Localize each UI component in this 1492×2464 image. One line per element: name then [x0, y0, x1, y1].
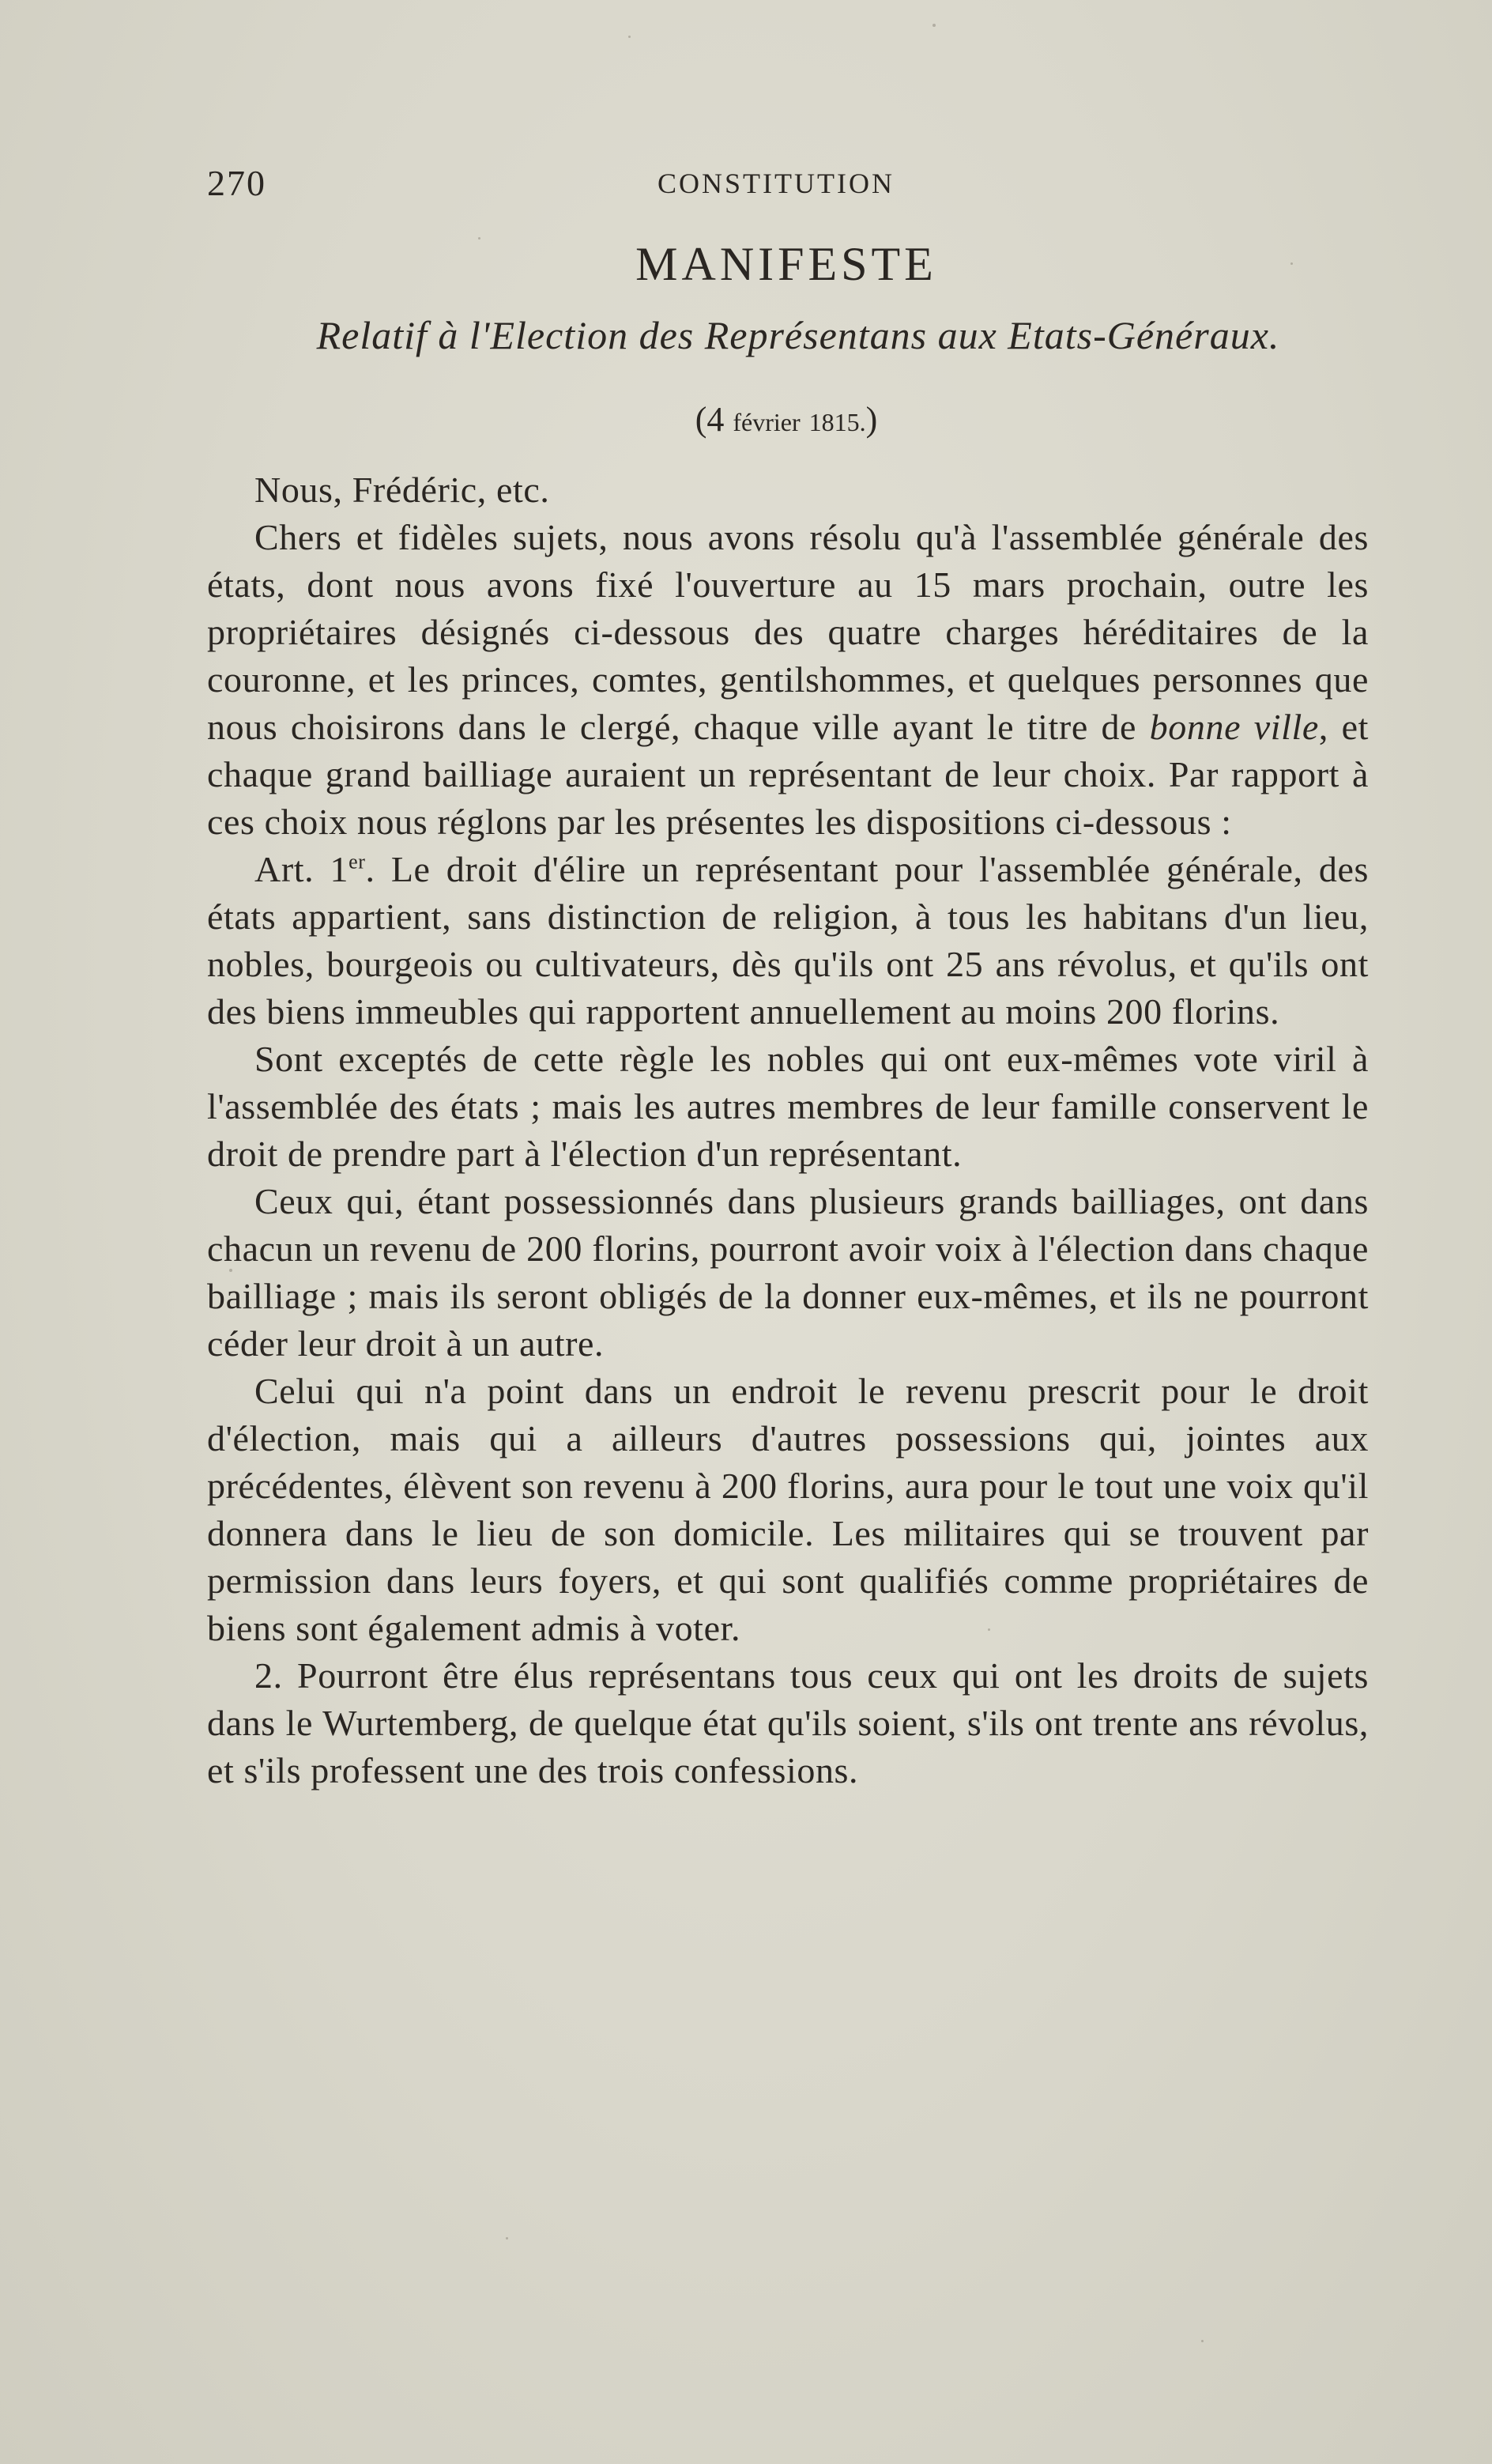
document-title: MANIFESTE — [635, 238, 937, 290]
article-1-superscript: er — [349, 850, 366, 874]
salutation — [207, 466, 1369, 514]
article-2 — [207, 1652, 1369, 1794]
paragraph-exceptions — [207, 1036, 1369, 1178]
multiple-bailliages-text: Ceux qui, étant possessionnés dans plusieurs grands bailliages, ont dans chacun un revenu de 200 florins, pourront avoir voix à l'élection dans chaque bailliage ; mais ils seront obligés de la donner eux-mêmes, et ils ne pourront céder leur droit à un autre. — [207, 1181, 1369, 1364]
running-title: CONSTITUTION — [657, 168, 895, 199]
preamble-text-start: Chers et fidèles sujets, nous avons résolu qu'à l'assemblée générale des états, dont nous avons fixé l'ouverture au 15 mars prochain, outre les propriétaires désignés ci-dessous des quatre charges héréditaires de la couronne, et les princes, comtes, gentilshommes, et quelques personnes que nous choisirons dans le clergé, chaque ville ayant le titre de — [207, 517, 1369, 747]
date-year: 1815. — [808, 408, 866, 436]
paper-speck — [628, 36, 631, 38]
combined-revenue-text: Celui qui n'a point dans un endroit le revenu prescrit pour le droit d'élection, mais qui a ailleurs d'autres possessions qui, jointes aux précédentes, élèvent son revenu à 200 florins, aura pour le tout une voix qu'il donnera dans le lieu de son domicile. Les militaires qui se trouvent par permission dans leurs foyers, et qui sont qualifiés comme propriétaires de biens sont également admis à voter. — [207, 1371, 1369, 1648]
page-number: 270 — [207, 163, 266, 203]
paragraph-multiple-bailliages — [207, 1178, 1369, 1368]
date-open: (4 — [695, 400, 725, 439]
paragraph-combined-revenue — [207, 1368, 1369, 1652]
date-close: ) — [865, 400, 878, 439]
salutation-text: Nous, Frédéric, etc. — [254, 470, 550, 510]
preamble-italic-term: bonne ville — [1149, 707, 1319, 747]
article-1-text: . Le droit d'élire un représentant pour l'assemblée générale, des états appartient, sans distinction de religion, à tous les habitans d'un lieu, nobles, bourgeois ou cultivateurs, dès qu'ils ont 25 ans révolus, et qu'ils ont des biens immeubles qui rapportent annuellement au moins 200 florins. — [207, 849, 1369, 1032]
document-subtitle: Relatif à l'Election des Représentans aux Etats-Généraux. — [316, 313, 1280, 357]
preamble-text-end: , et chaque grand bailliage auraient un représentant de leur choix. Par rapport à ces choix nous réglons par les présentes les dispositions ci-dessous : — [207, 707, 1369, 842]
paper-speck — [506, 2237, 508, 2239]
paper-speck — [932, 24, 936, 27]
article-1-label: Art. 1 — [254, 849, 349, 889]
document-date — [0, 399, 1492, 440]
body-text — [207, 466, 1369, 1794]
exceptions-text: Sont exceptés de cette règle les nobles qui ont eux-mêmes vote viril à l'assemblée des états ; mais les autres membres de leur famille conservent le droit de prendre part à l'élection d'un représentant. — [207, 1039, 1369, 1174]
date-month: février — [733, 408, 801, 436]
paper-speck — [1201, 2340, 1204, 2342]
article-2-text: 2. Pourront être élus représentans tous ceux qui ont les droits de sujets dans le Wurtemberg, de quelque état qu'ils soient, s'ils ont trente ans révolus, et s'ils professent une des trois confessions. — [207, 1655, 1369, 1790]
paragraph-preamble — [207, 514, 1369, 846]
article-1 — [207, 846, 1369, 1036]
running-head — [207, 162, 1369, 209]
